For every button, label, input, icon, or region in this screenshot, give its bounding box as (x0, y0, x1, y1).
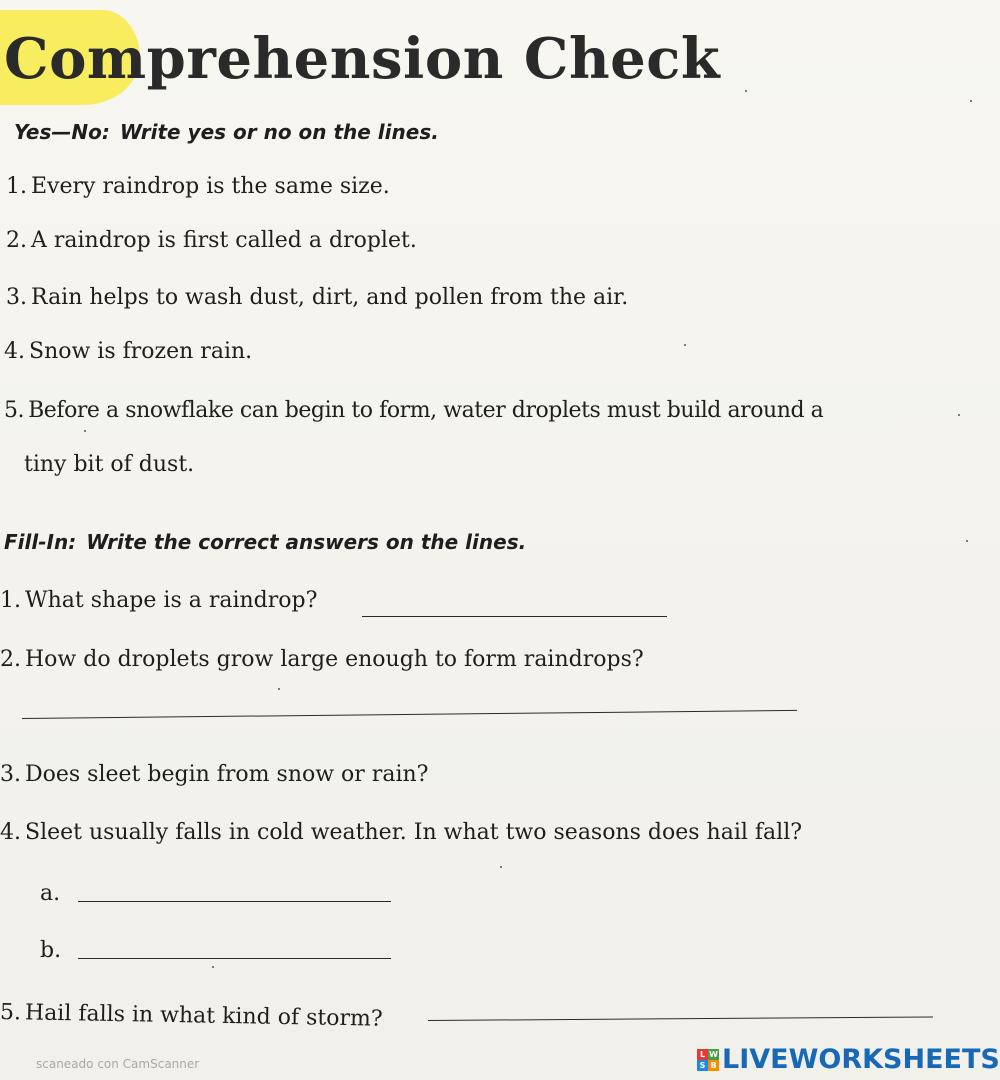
logo-tile: W (709, 1049, 718, 1059)
fill-in-heading (4, 530, 526, 554)
yes-no-instruction: Write yes or no on the lines. (119, 120, 439, 144)
item-text: A raindrop is first called a droplet. (31, 228, 417, 253)
answer-line-fill-in-4b[interactable] (78, 958, 391, 959)
scan-speck (958, 414, 960, 416)
fill-in-item-4-sub-b: b. (40, 938, 62, 963)
answer-line-fill-in-5[interactable] (428, 1016, 933, 1021)
scan-speck (278, 688, 280, 690)
scan-speck (500, 866, 502, 868)
fill-in-item-4-sub-a: a. (40, 881, 61, 906)
item-number: 2. (6, 228, 27, 253)
item-number: 1. (6, 174, 27, 199)
fill-in-item-2 (0, 647, 644, 672)
liveworksheets-logo-text: LIVEWORKSHEETS (722, 1044, 1000, 1075)
answer-line-fill-in-2[interactable] (22, 710, 797, 719)
item-number: 4. (0, 820, 21, 845)
scan-speck (966, 540, 968, 542)
fill-in-instruction: Write the correct answers on the lines. (86, 530, 527, 554)
fill-in-item-5 (0, 1000, 383, 1032)
item-number: 3. (0, 762, 21, 787)
item-text: How do droplets grow large enough to form raindrops? (25, 647, 644, 672)
page-title: Comprehension Check (4, 26, 721, 92)
item-text: Sleet usually falls in cold weather. In what two seasons does hail fall? (25, 820, 803, 845)
yes-no-item-5 (4, 398, 823, 423)
item-text: What shape is a raindrop? (25, 588, 318, 613)
yes-no-item-5-continuation: tiny bit of dust. (24, 452, 195, 477)
yes-no-item-2 (6, 228, 417, 253)
item-text: Every raindrop is the same size. (31, 174, 390, 199)
item-number: 4. (4, 339, 25, 364)
yes-no-heading (14, 120, 439, 144)
fill-in-item-3 (0, 762, 428, 787)
item-number: 2. (0, 647, 21, 672)
liveworksheets-logo[interactable] (697, 1044, 1000, 1075)
item-text: Before a snowflake can begin to form, water droplets must build around a (28, 398, 824, 423)
scan-speck (212, 966, 214, 968)
answer-line-fill-in-1[interactable] (362, 616, 667, 617)
fill-in-item-1 (0, 588, 317, 613)
liveworksheets-logo-icon (697, 1049, 719, 1071)
item-number: 1. (0, 588, 21, 613)
item-number: 3. (6, 285, 27, 310)
scan-speck (745, 90, 747, 92)
scan-speck (970, 100, 972, 102)
yes-no-item-4 (4, 339, 252, 364)
item-text: Rain helps to wash dust, dirt, and pollen from the air. (31, 285, 629, 310)
yes-no-label: Yes—No: (14, 120, 110, 144)
item-text: Does sleet begin from snow or rain? (25, 762, 429, 787)
scan-speck (684, 344, 686, 346)
item-text: Snow is frozen rain. (29, 339, 253, 364)
answer-line-fill-in-4a[interactable] (78, 901, 391, 902)
item-number: 5. (4, 398, 25, 423)
yes-no-item-1 (6, 174, 390, 199)
item-number: 5. (0, 1000, 22, 1026)
scanner-watermark: scaneado con CamScanner (36, 1057, 200, 1071)
yes-no-item-3 (6, 285, 628, 310)
logo-tile: S (697, 1060, 708, 1071)
fill-in-item-4 (0, 820, 802, 845)
logo-tile: B (708, 1060, 719, 1071)
fill-in-label: Fill-In: (4, 530, 77, 554)
scan-speck (84, 430, 86, 432)
logo-tile: L (697, 1049, 708, 1060)
item-text: Hail falls in what kind of storm? (24, 1000, 383, 1032)
